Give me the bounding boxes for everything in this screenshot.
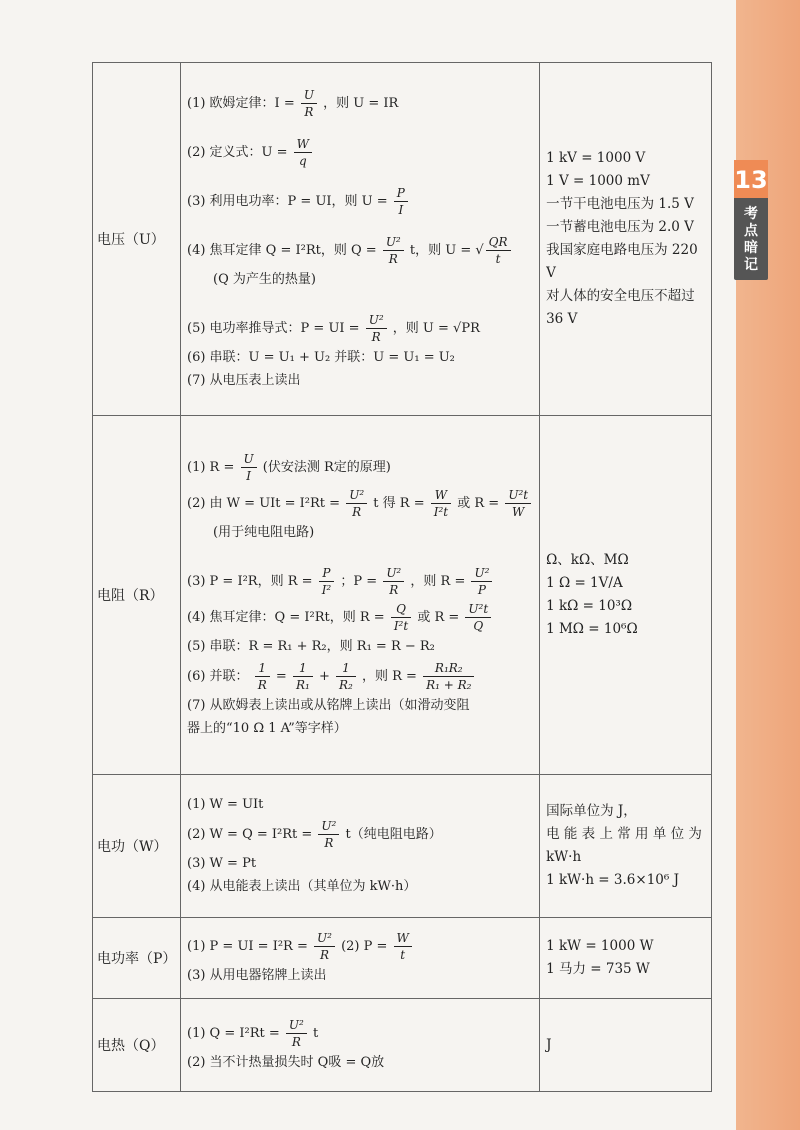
unit-line: Ω、kΩ、MΩ <box>546 552 629 568</box>
unit-line: kW·h <box>546 849 582 865</box>
numerator: P <box>394 185 408 202</box>
formula-line: (1) W = UIt <box>187 797 264 812</box>
heat-units <box>540 999 712 1092</box>
table-row <box>93 999 712 1092</box>
fraction <box>336 660 356 693</box>
formula-line <box>187 930 533 963</box>
numerator: P <box>319 565 335 582</box>
formula-text: (6) 并联： <box>187 669 249 684</box>
fraction <box>394 185 408 218</box>
fraction <box>366 312 387 345</box>
chapter-label: 考点暗记 <box>744 206 758 273</box>
formula-line: (7) 从电压表上读出 <box>187 373 301 388</box>
fraction <box>293 660 313 693</box>
formula-line: (7) 从欧姆表上读出或从铭牌上读出（如滑动变阻 <box>187 698 470 713</box>
formula-line: (3) 从用电器铭牌上读出 <box>187 968 327 983</box>
unit-line: 1 kV = 1000 V <box>546 150 646 166</box>
formula-line <box>187 87 533 120</box>
formula-text: ，则 U = IR <box>323 96 399 111</box>
numerator: U²t <box>505 487 531 504</box>
numerator: U² <box>383 234 404 251</box>
formula-text: ；P = <box>340 574 378 589</box>
unit-line: 1 MΩ = 10⁶Ω <box>546 621 638 637</box>
formula-text: (2) P = <box>341 939 388 954</box>
fraction <box>465 601 491 634</box>
work-units <box>540 775 712 918</box>
formula-text: (2) W = Q = I²Rt = <box>187 827 313 842</box>
unit-line: 1 kW·h = 3.6×10⁶ J <box>546 872 679 888</box>
resistance-formulas <box>181 416 540 775</box>
unit-line: J <box>546 1036 552 1053</box>
denominator: W <box>512 505 525 519</box>
denominator: R <box>324 836 334 850</box>
denominator: R <box>257 678 267 692</box>
numerator: U²t <box>465 601 491 618</box>
numerator: U² <box>366 312 387 329</box>
numerator: W <box>294 136 312 153</box>
power-units <box>540 918 712 999</box>
unit-line: 对人体的安全电压不超过 <box>546 288 695 304</box>
denominator: q <box>299 154 307 168</box>
denominator: I² <box>321 583 332 597</box>
formula-text: 或 R = <box>457 496 500 511</box>
formula-text: ，则 R = <box>410 574 466 589</box>
work-formulas <box>181 775 540 918</box>
formula-text: (伏安法测 R定的原理) <box>262 460 391 475</box>
unit-line: 1 V = 1000 mV <box>546 173 650 189</box>
formula-line <box>187 660 533 693</box>
denominator: t <box>495 252 501 266</box>
numerator: 1 <box>293 660 313 677</box>
numerator: 1 <box>255 660 270 677</box>
fraction <box>294 136 312 169</box>
power-formulas <box>181 918 540 999</box>
formula-text: (4) 焦耳定律 Q = I²Rt，则 Q = <box>187 243 377 258</box>
formula-note: (Q 为产生的热量) <box>213 272 316 287</box>
formula-text: (3) P = I²R，则 R = <box>187 574 313 589</box>
chapter-number: 13 <box>734 160 768 198</box>
heat-formulas <box>181 999 540 1092</box>
formula-text: ，则 U = √PR <box>392 321 480 336</box>
numerator: U² <box>318 818 339 835</box>
fraction <box>319 565 335 598</box>
unit-line: 国际单位为 J， <box>546 803 637 819</box>
fraction <box>346 487 367 520</box>
formula-line <box>187 487 533 520</box>
fraction <box>314 930 335 963</box>
denominator: R₁ <box>295 678 310 692</box>
fraction <box>383 565 404 598</box>
formula-line <box>187 312 533 345</box>
denominator: I <box>246 469 251 483</box>
numerator: U <box>301 87 317 104</box>
denominator: R <box>319 948 329 962</box>
unit-line: 我国家庭电路电压为 220 V <box>546 242 698 281</box>
numerator: U² <box>346 487 367 504</box>
formula-text: (1) R = <box>187 460 235 475</box>
fraction <box>394 930 412 963</box>
formula-line <box>187 136 533 169</box>
numerator: Q <box>391 601 411 618</box>
unit-line: 1 kΩ = 10³Ω <box>546 598 633 614</box>
unit-line: 1 马力 = 735 W <box>546 961 650 977</box>
formula-line: (4) 从电能表上读出（其单位为 kW·h） <box>187 879 417 894</box>
heat-label: 电热（Q） <box>93 999 181 1092</box>
denominator: I²t <box>433 505 449 519</box>
formula-text: t，则 U = √ <box>409 243 484 258</box>
denominator: R₂ <box>338 678 353 692</box>
unit-line: 36 V <box>546 311 578 327</box>
formula-line <box>187 601 533 634</box>
denominator: t <box>400 948 406 962</box>
denominator: R <box>388 252 398 266</box>
formula-line <box>187 565 533 598</box>
denominator: R <box>291 1035 301 1049</box>
unit-line: 1 kW = 1000 W <box>546 938 654 954</box>
formula-line: (2) 当不计热量损失时 Q吸 = Q放 <box>187 1055 385 1070</box>
formula-text: (5) 电功率推导式：P = UI = <box>187 321 360 336</box>
fraction <box>423 660 474 693</box>
unit-line: 1 Ω = 1V/A <box>546 575 623 591</box>
formula-text: (1) 欧姆定律：I = <box>187 96 295 111</box>
denominator: P <box>477 583 486 597</box>
formula-line <box>187 818 533 851</box>
table-row <box>93 63 712 416</box>
voltage-units <box>540 63 712 416</box>
formula-line: (5) 串联：R = R₁ + R₂，则 R₁ = R − R₂ <box>187 639 435 654</box>
fraction <box>431 487 451 520</box>
denominator: R <box>352 505 362 519</box>
numerator: W <box>394 930 412 947</box>
denominator: Q <box>473 619 484 633</box>
formula-line <box>187 185 533 218</box>
formula-line: 器上的“10 Ω 1 A”等字样） <box>187 721 347 736</box>
formula-text: (3) 利用电功率：P = UI，则 U = <box>187 194 388 209</box>
fraction <box>471 565 492 598</box>
formula-text: t（纯电阻电路） <box>345 827 442 842</box>
formula-text: t <box>312 1026 319 1041</box>
formula-table <box>92 62 712 1092</box>
formula-text: ，则 R = <box>361 669 417 684</box>
formula-line <box>187 451 533 484</box>
unit-line: 一节蓄电池电压为 2.0 V <box>546 219 694 235</box>
numerator: U² <box>314 930 335 947</box>
fraction <box>486 234 511 267</box>
fraction <box>301 87 317 120</box>
power-label: 电功率（P） <box>93 918 181 999</box>
numerator: U² <box>383 565 404 582</box>
table-row <box>93 918 712 999</box>
resistance-units <box>540 416 712 775</box>
denominator: R <box>371 330 381 344</box>
fraction <box>383 234 404 267</box>
formula-text: (4) 焦耳定律：Q = I²Rt，则 R = <box>187 610 385 625</box>
unit-line: 一节干电池电压为 1.5 V <box>546 196 694 212</box>
formula-text: = <box>275 669 287 684</box>
numerator: R₁R₂ <box>423 660 474 677</box>
formula-line: (6) 串联：U = U₁ + U₂ 并联：U = U₁ = U₂ <box>187 350 455 365</box>
denominator: I²t <box>393 619 409 633</box>
formula-text: (1) Q = I²Rt = <box>187 1026 280 1041</box>
denominator: R₁ + R₂ <box>426 678 472 692</box>
denominator: R <box>389 583 399 597</box>
formula-line <box>187 234 533 267</box>
numerator: U <box>241 451 257 468</box>
voltage-formulas <box>181 63 540 416</box>
formula-line <box>187 1017 533 1050</box>
numerator: W <box>431 487 451 504</box>
formula-line: (3) W = Pt <box>187 856 257 871</box>
formula-text: 或 R = <box>417 610 460 625</box>
table-row <box>93 775 712 918</box>
numerator: U² <box>471 565 492 582</box>
table-row <box>93 416 712 775</box>
work-label: 电功（W） <box>93 775 181 918</box>
formula-text: (2) 由 W = UIt = I²Rt = <box>187 496 341 511</box>
fraction <box>391 601 411 634</box>
formula-text: (1) P = UI = I²R = <box>187 939 308 954</box>
voltage-label: 电压（U） <box>93 63 181 416</box>
numerator: 1 <box>336 660 356 677</box>
numerator: U² <box>286 1017 307 1034</box>
formula-text: (2) 定义式：U = <box>187 145 288 160</box>
fraction <box>286 1017 307 1050</box>
unit-line: 电 能 表 上 常 用 单 位 为 <box>546 826 702 842</box>
denominator: I <box>398 203 404 217</box>
fraction <box>255 660 270 693</box>
fraction <box>505 487 531 520</box>
formula-text: t 得 R = <box>373 496 425 511</box>
formula-text: + <box>318 669 330 684</box>
fraction <box>241 451 257 484</box>
denominator: R <box>304 105 314 119</box>
fraction <box>318 818 339 851</box>
formula-note: (用于纯电阻电路) <box>213 525 315 540</box>
chapter-tab <box>734 160 768 280</box>
resistance-label: 电阻（R） <box>93 416 181 775</box>
numerator: QR <box>486 234 511 251</box>
